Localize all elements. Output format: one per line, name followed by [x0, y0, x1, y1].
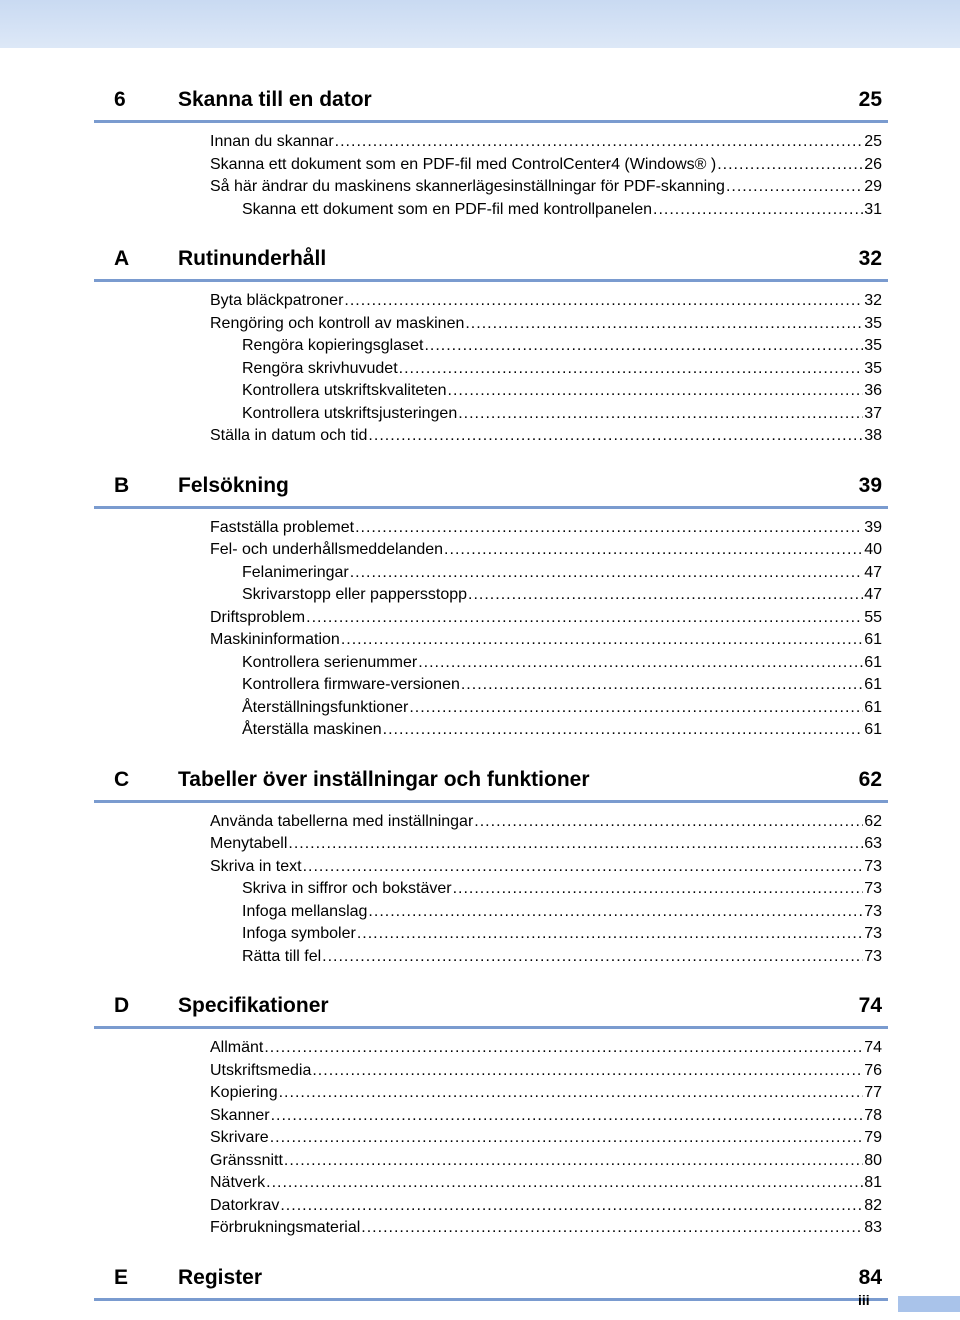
chapter-page-number: 74 — [858, 994, 882, 1017]
chapter-number: C — [114, 767, 130, 791]
dot-leader — [341, 629, 863, 652]
entry-title: Skriva in text — [210, 857, 302, 875]
toc-entry[interactable] — [94, 380, 888, 403]
dot-leader — [418, 652, 863, 675]
toc-entry[interactable] — [94, 607, 888, 630]
entry-page-number: 25 — [864, 133, 882, 150]
entry-page-number: 83 — [864, 1219, 882, 1236]
entry-title: Gränssnitt — [210, 1151, 283, 1169]
toc-entry[interactable] — [94, 584, 888, 607]
entry-page-number: 73 — [864, 947, 882, 965]
toc-entry[interactable] — [94, 562, 888, 585]
toc-entry[interactable] — [94, 517, 888, 540]
entry-page-number: 26 — [864, 155, 882, 173]
chapter-title: Felsökning — [178, 473, 289, 497]
dot-leader — [312, 1060, 863, 1083]
dot-leader — [474, 811, 863, 834]
dot-leader — [409, 697, 863, 720]
entry-title: Rätta till fel — [242, 947, 322, 965]
entry-page-number: 37 — [864, 404, 882, 422]
dot-leader — [453, 878, 864, 901]
entry-title: Rengöra kopieringsglaset — [242, 337, 424, 354]
entry-page-number: 35 — [864, 359, 882, 377]
entry-title: Nätverk — [210, 1174, 266, 1191]
entry-page-number: 35 — [864, 314, 882, 332]
entry-page-number: 47 — [864, 586, 882, 603]
entry-page-number: 82 — [864, 1196, 882, 1214]
chapter-page-number: 62 — [858, 767, 882, 791]
dot-leader — [350, 562, 863, 585]
entry-page-number: 74 — [864, 1039, 882, 1056]
toc-entry[interactable] — [94, 1217, 888, 1240]
chapter-page-number: 25 — [858, 88, 882, 111]
entry-page-number: 73 — [864, 902, 882, 920]
toc-entry[interactable] — [94, 719, 888, 742]
chapter-heading[interactable] — [94, 986, 888, 1029]
dot-leader — [465, 313, 863, 336]
toc-entry[interactable] — [94, 652, 888, 675]
toc-chapter — [94, 466, 888, 742]
entry-title: Kopiering — [210, 1084, 278, 1101]
dot-leader — [368, 425, 863, 448]
entry-page-number: 63 — [864, 835, 882, 852]
toc-chapter — [94, 1258, 888, 1301]
header-band — [0, 0, 960, 48]
dot-leader — [344, 290, 863, 313]
entry-page-number: 39 — [864, 518, 882, 536]
chapter-title: Specifikationer — [178, 994, 329, 1017]
toc-entry[interactable] — [94, 335, 888, 358]
entry-page-number: 61 — [864, 653, 882, 671]
dot-leader — [284, 1150, 863, 1173]
toc-entry[interactable] — [94, 358, 888, 381]
chapter-heading[interactable] — [94, 466, 888, 509]
dot-leader — [306, 607, 863, 630]
entry-title: Så här ändrar du maskinens skannerlägesinställningar för PDF-skanning — [210, 178, 725, 195]
entry-title: Ställa in datum och tid — [210, 427, 368, 444]
chapter-number: E — [114, 1265, 129, 1289]
toc-entry[interactable] — [94, 176, 888, 199]
entry-page-number: 55 — [864, 608, 882, 626]
entry-title: Använda tabellerna med inställningar — [210, 812, 474, 830]
entry-title: Maskininformation — [210, 631, 340, 648]
entry-title: Återställningsfunktioner — [242, 698, 409, 716]
entry-title: Driftsproblem — [210, 608, 306, 626]
entry-title: Skrivare — [210, 1129, 269, 1146]
toc-entry[interactable] — [94, 901, 888, 924]
dot-leader — [322, 946, 863, 969]
toc-entry[interactable] — [94, 629, 888, 652]
dot-leader — [288, 833, 863, 856]
toc-entry[interactable] — [94, 856, 888, 879]
dot-leader — [461, 674, 863, 697]
entry-title: Kontrollera firmware-versionen — [242, 676, 460, 693]
entry-page-number: 36 — [864, 382, 882, 399]
toc-entry[interactable] — [94, 878, 888, 901]
entry-page-number: 61 — [864, 721, 882, 738]
chapter-title: Skanna till en dator — [178, 88, 372, 111]
toc-entry[interactable] — [94, 833, 888, 856]
entry-list — [94, 131, 888, 221]
entry-page-number: 81 — [864, 1174, 882, 1191]
entry-page-number: 35 — [864, 337, 882, 354]
toc-entry[interactable] — [94, 1195, 888, 1218]
dot-leader — [399, 358, 864, 381]
dot-leader — [458, 403, 863, 426]
toc-entry[interactable] — [94, 313, 888, 336]
entry-title: Byta bläckpatroner — [210, 292, 344, 309]
dot-leader — [424, 335, 863, 358]
entry-list — [94, 517, 888, 742]
entry-title: Skrivarstopp eller pappersstopp — [242, 586, 468, 603]
chapter-number: B — [114, 473, 130, 497]
toc-entry[interactable] — [94, 1105, 888, 1128]
dot-leader — [355, 517, 863, 540]
dot-leader — [383, 719, 864, 742]
chapter-number: A — [114, 247, 130, 270]
dot-leader — [717, 154, 863, 177]
entry-page-number: 76 — [864, 1061, 882, 1079]
entry-page-number: 77 — [864, 1084, 882, 1101]
entry-list — [94, 1037, 888, 1240]
chapter-heading[interactable] — [94, 239, 888, 282]
entry-list — [94, 290, 888, 448]
entry-title: Allmänt — [210, 1039, 264, 1056]
entry-page-number: 47 — [864, 563, 882, 581]
dot-leader — [271, 1105, 864, 1128]
entry-page-number: 61 — [864, 698, 882, 716]
chapter-title: Rutinunderhåll — [178, 247, 327, 270]
dot-leader — [444, 539, 863, 562]
entry-title: Kontrollera utskriftsjusteringen — [242, 404, 458, 422]
entry-title: Skanna ett dokument som en PDF-fil med kontrollpanelen — [242, 200, 652, 218]
entry-title: Förbrukningsmaterial — [210, 1219, 361, 1236]
toc-entry[interactable] — [94, 674, 888, 697]
dot-leader — [303, 856, 864, 879]
entry-page-number: 40 — [864, 541, 882, 558]
entry-title: Innan du skannar — [210, 133, 334, 150]
entry-title: Datorkrav — [210, 1196, 280, 1214]
entry-title: Utskriftsmedia — [210, 1061, 312, 1079]
toc-entry[interactable] — [94, 1127, 888, 1150]
toc-chapter — [94, 986, 888, 1240]
toc-entry[interactable] — [94, 923, 888, 946]
chapter-page-number: 84 — [858, 1265, 882, 1289]
entry-title: Felanimeringar — [242, 563, 349, 581]
entry-title: Skanna ett dokument som en PDF-fil med ControlCenter4 (Windows® ) — [210, 155, 717, 173]
entry-page-number: 31 — [864, 200, 882, 218]
toc-entry[interactable] — [94, 1172, 888, 1195]
chapter-number: D — [114, 994, 130, 1017]
dot-leader — [264, 1037, 863, 1060]
toc-entry[interactable] — [94, 811, 888, 834]
entry-page-number: 61 — [864, 631, 882, 648]
toc-entry[interactable] — [94, 425, 888, 448]
chapter-heading[interactable] — [94, 1258, 888, 1301]
chapter-page-number: 32 — [858, 247, 882, 270]
entry-title: Skriva in siffror och bokstäver — [242, 880, 452, 897]
chapter-number: 6 — [114, 88, 126, 111]
chapter-title: Tabeller över inställningar och funktioner — [178, 767, 590, 791]
toc-entry[interactable] — [94, 697, 888, 720]
dot-leader — [448, 380, 864, 403]
entry-title: Infoga mellanslag — [242, 902, 368, 920]
chapter-heading[interactable] — [94, 80, 888, 123]
footer-tab — [898, 1296, 960, 1312]
entry-title: Kontrollera utskriftskvaliteten — [242, 382, 447, 399]
entry-list — [94, 811, 888, 969]
entry-title: Fel- och underhållsmeddelanden — [210, 541, 444, 558]
toc-entry[interactable] — [94, 199, 888, 222]
toc-entry[interactable] — [94, 1150, 888, 1173]
entry-title: Skanner — [210, 1106, 270, 1124]
dot-leader — [368, 901, 863, 924]
entry-page-number: 80 — [864, 1151, 882, 1169]
entry-page-number: 79 — [864, 1129, 882, 1146]
dot-leader — [726, 176, 863, 199]
toc-entry[interactable] — [94, 1060, 888, 1083]
entry-page-number: 29 — [864, 178, 882, 195]
toc-chapter — [94, 760, 888, 969]
toc-entry[interactable] — [94, 154, 888, 177]
entry-title: Menytabell — [210, 835, 288, 852]
dot-leader — [270, 1127, 864, 1150]
entry-title: Rengöring och kontroll av maskinen — [210, 314, 465, 332]
toc-entry[interactable] — [94, 131, 888, 154]
entry-title: Kontrollera serienummer — [242, 653, 418, 671]
toc-entry[interactable] — [94, 1082, 888, 1105]
toc-entry[interactable] — [94, 1037, 888, 1060]
page-number: iii — [858, 1292, 870, 1308]
toc-chapter — [94, 80, 888, 221]
dot-leader — [279, 1082, 864, 1105]
table-of-contents — [94, 80, 888, 1319]
entry-page-number: 61 — [864, 676, 882, 693]
entry-title: Återställa maskinen — [242, 721, 382, 738]
dot-leader — [468, 584, 863, 607]
entry-page-number: 62 — [864, 812, 882, 830]
entry-page-number: 73 — [864, 857, 882, 875]
toc-chapter — [94, 239, 888, 448]
dot-leader — [280, 1195, 863, 1218]
chapter-page-number: 39 — [858, 473, 882, 497]
entry-page-number: 32 — [864, 292, 882, 309]
dot-leader — [335, 131, 864, 154]
toc-entry[interactable] — [94, 403, 888, 426]
entry-page-number: 73 — [864, 925, 882, 942]
entry-page-number: 73 — [864, 880, 882, 897]
chapter-title: Register — [178, 1265, 263, 1289]
dot-leader — [653, 199, 863, 222]
dot-leader — [266, 1172, 863, 1195]
toc-entry[interactable] — [94, 539, 888, 562]
entry-page-number: 38 — [864, 427, 882, 444]
entry-title: Infoga symboler — [242, 925, 356, 942]
dot-leader — [357, 923, 863, 946]
entry-title: Fastställa problemet — [210, 518, 355, 536]
entry-page-number: 78 — [864, 1106, 882, 1124]
toc-entry[interactable] — [94, 290, 888, 313]
toc-entry[interactable] — [94, 946, 888, 969]
entry-title: Rengöra skrivhuvudet — [242, 359, 398, 377]
chapter-heading[interactable] — [94, 760, 888, 803]
dot-leader — [361, 1217, 863, 1240]
